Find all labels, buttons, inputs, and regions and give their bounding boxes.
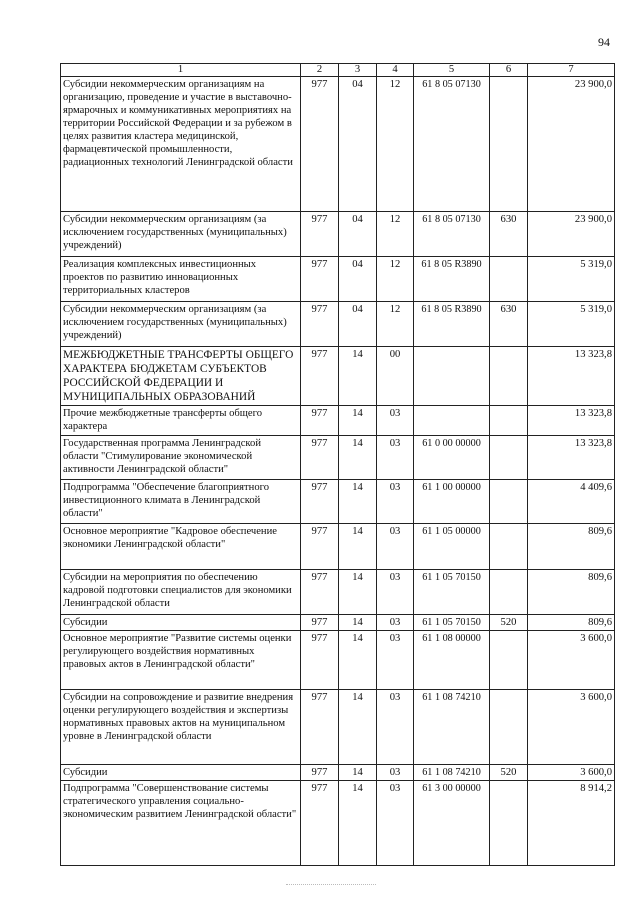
row-rz: 04 bbox=[339, 257, 377, 302]
row-vr bbox=[490, 631, 528, 690]
row-pr: 03 bbox=[377, 524, 414, 570]
row-csr: 61 1 05 70150 bbox=[414, 615, 490, 631]
row-rz: 14 bbox=[339, 406, 377, 436]
row-pr: 03 bbox=[377, 436, 414, 480]
row-vr bbox=[490, 406, 528, 436]
row-vr bbox=[490, 347, 528, 406]
table-row bbox=[61, 631, 615, 690]
table-row bbox=[61, 212, 615, 257]
row-rz: 14 bbox=[339, 480, 377, 524]
row-pr: 03 bbox=[377, 570, 414, 615]
row-csr: 61 1 00 00000 bbox=[414, 480, 490, 524]
row-rz: 04 bbox=[339, 212, 377, 257]
table-row bbox=[61, 570, 615, 615]
row-grbs: 977 bbox=[301, 302, 339, 347]
row-name: Субсидии на сопровождение и развитие внедрения оценки регулирующего воздействия и экспертизы нормативных правовых актов на муниципальном уровне в Ленинградской области bbox=[61, 690, 301, 765]
row-rz: 14 bbox=[339, 615, 377, 631]
row-sum: 5 319,0 bbox=[528, 302, 615, 347]
table-row bbox=[61, 436, 615, 480]
row-csr: 61 3 00 00000 bbox=[414, 781, 490, 866]
row-csr: 61 8 05 R3890 bbox=[414, 302, 490, 347]
row-rz: 14 bbox=[339, 690, 377, 765]
column-header: 2 bbox=[301, 64, 339, 77]
column-header: 4 bbox=[377, 64, 414, 77]
row-sum: 13 323,8 bbox=[528, 406, 615, 436]
row-vr bbox=[490, 436, 528, 480]
row-grbs: 977 bbox=[301, 257, 339, 302]
row-grbs: 977 bbox=[301, 347, 339, 406]
row-sum: 4 409,6 bbox=[528, 480, 615, 524]
row-sum: 3 600,0 bbox=[528, 765, 615, 781]
row-name: Субсидии некоммерческим организациям (за исключением государственных (муниципальных) учреждений) bbox=[61, 212, 301, 257]
row-vr bbox=[490, 690, 528, 765]
row-sum: 5 319,0 bbox=[528, 257, 615, 302]
table-row bbox=[61, 347, 615, 406]
column-header: 6 bbox=[490, 64, 528, 77]
row-pr: 00 bbox=[377, 347, 414, 406]
row-name: Субсидии некоммерческим организациям (за исключением государственных (муниципальных) учреждений) bbox=[61, 302, 301, 347]
column-header: 3 bbox=[339, 64, 377, 77]
row-pr: 03 bbox=[377, 480, 414, 524]
row-grbs: 977 bbox=[301, 212, 339, 257]
row-csr: 61 1 05 00000 bbox=[414, 524, 490, 570]
table-row bbox=[61, 480, 615, 524]
row-sum: 809,6 bbox=[528, 570, 615, 615]
row-csr: 61 1 05 70150 bbox=[414, 570, 490, 615]
row-sum: 13 323,8 bbox=[528, 436, 615, 480]
scan-artifact-line bbox=[286, 884, 376, 885]
row-rz: 14 bbox=[339, 524, 377, 570]
row-grbs: 977 bbox=[301, 781, 339, 866]
row-vr: 520 bbox=[490, 615, 528, 631]
row-rz: 14 bbox=[339, 781, 377, 866]
row-pr: 03 bbox=[377, 406, 414, 436]
row-vr bbox=[490, 524, 528, 570]
row-grbs: 977 bbox=[301, 690, 339, 765]
row-vr bbox=[490, 480, 528, 524]
row-csr bbox=[414, 406, 490, 436]
row-pr: 03 bbox=[377, 690, 414, 765]
row-name: Реализация комплексных инвестиционных проектов по развитию инновационных территориальных кластеров bbox=[61, 257, 301, 302]
row-name: Субсидии bbox=[61, 615, 301, 631]
row-pr: 03 bbox=[377, 615, 414, 631]
row-vr bbox=[490, 570, 528, 615]
row-vr bbox=[490, 77, 528, 212]
row-rz: 14 bbox=[339, 631, 377, 690]
row-name: МЕЖБЮДЖЕТНЫЕ ТРАНСФЕРТЫ ОБЩЕГО ХАРАКТЕРА БЮДЖЕТАМ СУБЪЕКТОВ РОССИЙСКОЙ ФЕДЕРАЦИИ И МУНИЦИПАЛЬНЫХ ОБРАЗОВАНИЙ bbox=[61, 347, 301, 406]
row-sum: 13 323,8 bbox=[528, 347, 615, 406]
row-grbs: 977 bbox=[301, 436, 339, 480]
table-row bbox=[61, 302, 615, 347]
row-grbs: 977 bbox=[301, 406, 339, 436]
table-row bbox=[61, 615, 615, 631]
row-csr: 61 1 08 74210 bbox=[414, 765, 490, 781]
row-sum: 3 600,0 bbox=[528, 631, 615, 690]
row-csr bbox=[414, 347, 490, 406]
table-row bbox=[61, 690, 615, 765]
row-pr: 12 bbox=[377, 302, 414, 347]
row-rz: 14 bbox=[339, 347, 377, 406]
row-grbs: 977 bbox=[301, 480, 339, 524]
row-rz: 14 bbox=[339, 436, 377, 480]
table-row bbox=[61, 77, 615, 212]
column-header: 5 bbox=[414, 64, 490, 77]
row-vr: 520 bbox=[490, 765, 528, 781]
row-grbs: 977 bbox=[301, 77, 339, 212]
row-sum: 3 600,0 bbox=[528, 690, 615, 765]
row-vr bbox=[490, 257, 528, 302]
table-header-row bbox=[61, 64, 615, 77]
row-sum: 809,6 bbox=[528, 524, 615, 570]
row-name: Основное мероприятие "Развитие системы оценки регулирующего воздействия нормативных правовых актов в Ленинградской области" bbox=[61, 631, 301, 690]
row-grbs: 977 bbox=[301, 524, 339, 570]
row-csr: 61 8 05 07130 bbox=[414, 212, 490, 257]
table-row bbox=[61, 781, 615, 866]
row-name: Подпрограмма "Обеспечение благоприятного инвестиционного климата в Ленинградской области" bbox=[61, 480, 301, 524]
row-rz: 14 bbox=[339, 765, 377, 781]
row-csr: 61 1 08 74210 bbox=[414, 690, 490, 765]
row-pr: 12 bbox=[377, 77, 414, 212]
row-csr: 61 1 08 00000 bbox=[414, 631, 490, 690]
row-rz: 14 bbox=[339, 570, 377, 615]
page-number: 94 bbox=[598, 35, 610, 49]
column-header: 1 bbox=[61, 64, 301, 77]
row-pr: 12 bbox=[377, 257, 414, 302]
row-pr: 03 bbox=[377, 781, 414, 866]
row-name: Субсидии bbox=[61, 765, 301, 781]
budget-table bbox=[60, 63, 615, 866]
row-vr: 630 bbox=[490, 212, 528, 257]
row-rz: 04 bbox=[339, 302, 377, 347]
row-rz: 04 bbox=[339, 77, 377, 212]
row-csr: 61 8 05 R3890 bbox=[414, 257, 490, 302]
row-grbs: 977 bbox=[301, 615, 339, 631]
row-sum: 8 914,2 bbox=[528, 781, 615, 866]
row-sum: 23 900,0 bbox=[528, 77, 615, 212]
row-pr: 12 bbox=[377, 212, 414, 257]
row-name: Государственная программа Ленинградской области "Стимулирование экономической активности Ленинградской области" bbox=[61, 436, 301, 480]
row-sum: 809,6 bbox=[528, 615, 615, 631]
row-name: Основное мероприятие "Кадровое обеспечение экономики Ленинградской области" bbox=[61, 524, 301, 570]
row-name: Подпрограмма "Совершенствование системы стратегического управления социально-экономическим развитием Ленинградской области" bbox=[61, 781, 301, 866]
table-row bbox=[61, 524, 615, 570]
row-pr: 03 bbox=[377, 631, 414, 690]
row-vr bbox=[490, 781, 528, 866]
row-name: Субсидии некоммерческим организациям на организацию, проведение и участие в выставочно-ярмарочных и коммуникативных мероприятиях на территории Российской Федерации и за рубежом в целях развития кластера медицинской, фармацевтической промышленности, радиационных технологий Ленинградской области bbox=[61, 77, 301, 212]
table-row bbox=[61, 765, 615, 781]
row-grbs: 977 bbox=[301, 631, 339, 690]
table-row bbox=[61, 406, 615, 436]
row-grbs: 977 bbox=[301, 570, 339, 615]
row-csr: 61 0 00 00000 bbox=[414, 436, 490, 480]
row-vr: 630 bbox=[490, 302, 528, 347]
row-name: Прочие межбюджетные трансферты общего характера bbox=[61, 406, 301, 436]
table-row bbox=[61, 257, 615, 302]
row-csr: 61 8 05 07130 bbox=[414, 77, 490, 212]
row-sum: 23 900,0 bbox=[528, 212, 615, 257]
row-pr: 03 bbox=[377, 765, 414, 781]
row-name: Субсидии на мероприятия по обеспечению кадровой подготовки специалистов для экономики Ленинградской области bbox=[61, 570, 301, 615]
row-grbs: 977 bbox=[301, 765, 339, 781]
column-header: 7 bbox=[528, 64, 615, 77]
